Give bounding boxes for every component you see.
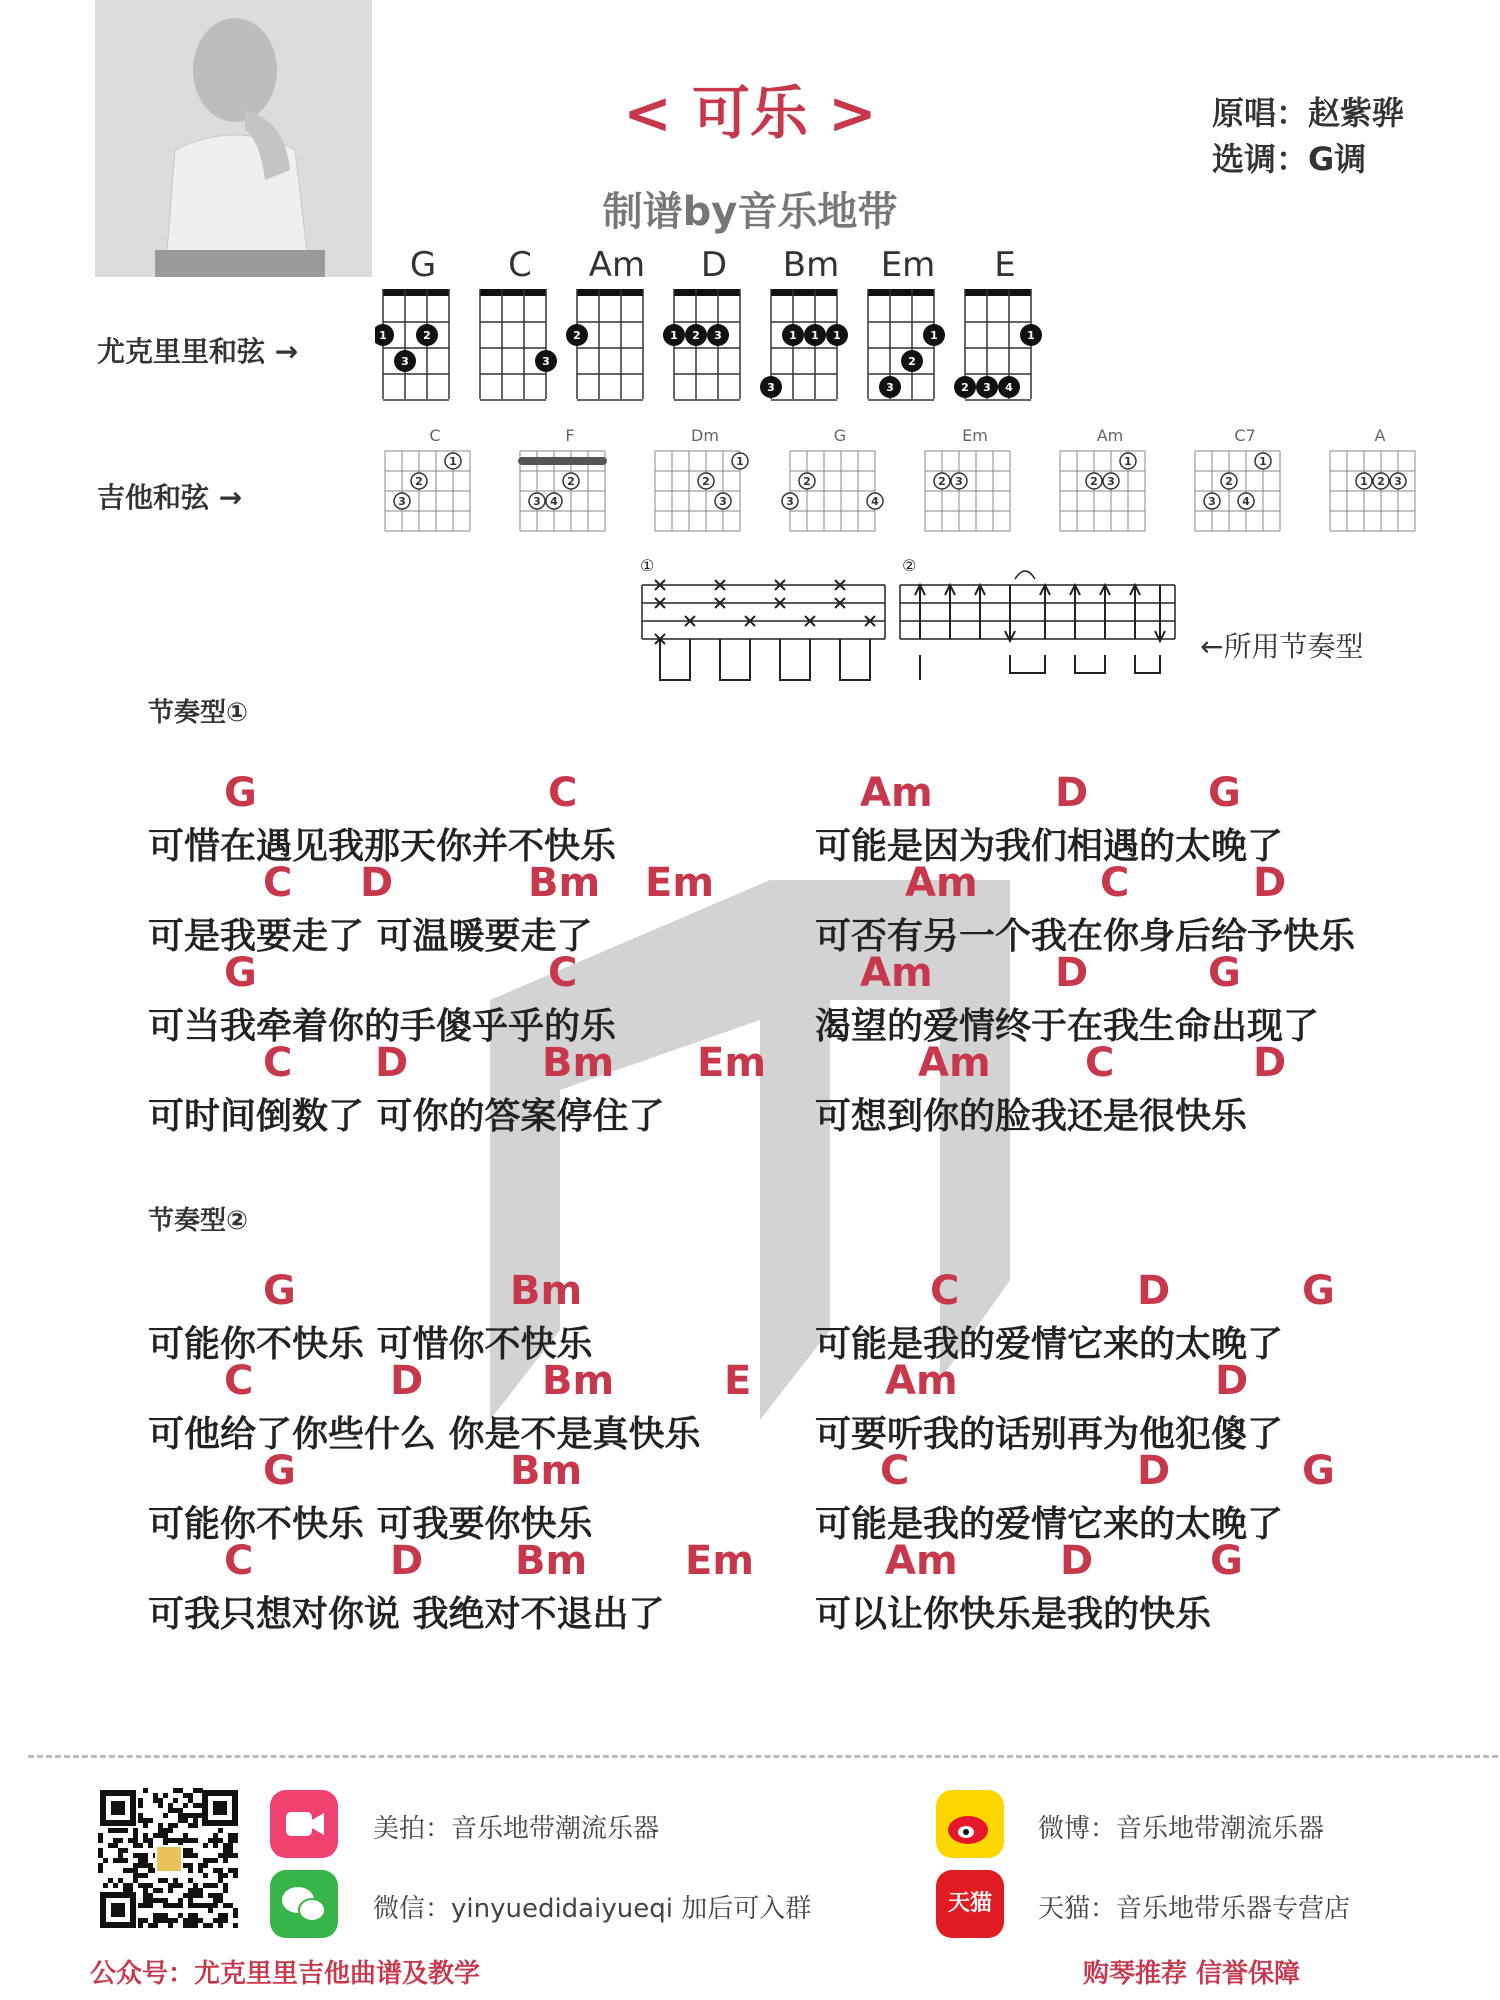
rhythm-patterns xyxy=(640,555,1180,690)
guitar-chord-grid xyxy=(1060,451,1145,531)
ukulele-chord-diagrams xyxy=(375,245,1075,415)
lyric-line: 可想到你的脸我还是很快乐 xyxy=(815,1096,1248,1137)
rhythm-mark-2: ② xyxy=(902,556,917,575)
svg-text:3: 3 xyxy=(542,355,550,368)
guitar-chord-name: G xyxy=(833,426,847,445)
svg-text:3: 3 xyxy=(983,381,991,394)
uke-chord-grid xyxy=(480,289,557,400)
chord: G xyxy=(263,1268,296,1314)
uke-chord-name: Am xyxy=(588,245,646,285)
chord: G xyxy=(1210,1538,1243,1584)
ukulele-chords-label: 尤克里里和弦 → xyxy=(97,335,299,368)
chord: G xyxy=(263,1448,296,1494)
chord: C xyxy=(1100,860,1130,906)
svg-text:3: 3 xyxy=(786,495,794,508)
svg-text:3: 3 xyxy=(714,329,722,342)
uke-chord-name: D xyxy=(700,245,728,285)
svg-text:3: 3 xyxy=(767,381,775,394)
guitar-chord-grid xyxy=(925,451,1010,531)
svg-text:1: 1 xyxy=(736,455,744,468)
chord: D xyxy=(1253,1040,1287,1086)
song-key: 选调：G调 xyxy=(1212,140,1367,178)
lyric-line: 可能你不快乐 可惜你不快乐 xyxy=(148,1324,593,1365)
rhythm-used-label: ←所用节奏型 xyxy=(1200,630,1364,663)
svg-text:4: 4 xyxy=(1005,381,1013,394)
lyric-line: 可否有另一个我在你身后给予快乐 xyxy=(815,916,1356,957)
chord: G xyxy=(1302,1448,1335,1494)
svg-text:3: 3 xyxy=(1208,495,1216,508)
chord: Bm xyxy=(510,1448,583,1494)
lyric-line: 可我只想对你说 我绝对不退出了 xyxy=(148,1594,665,1635)
svg-text:4: 4 xyxy=(1242,495,1250,508)
guitar-chord-name: Em xyxy=(962,426,988,445)
chord: Am xyxy=(905,860,978,906)
svg-text:2: 2 xyxy=(567,475,575,488)
chord: C xyxy=(930,1268,960,1314)
lyric-line: 可当我牵着你的手傻乎乎的乐 xyxy=(148,1006,617,1047)
lyric-line: 可惜在遇见我那天你并不快乐 xyxy=(148,826,617,867)
svg-text:3: 3 xyxy=(533,495,541,508)
svg-text:1: 1 xyxy=(789,329,797,342)
chord: Bm xyxy=(542,1040,615,1086)
chord: D xyxy=(1060,1538,1094,1584)
guitar-chord-grid xyxy=(782,451,883,531)
chord: Am xyxy=(885,1538,958,1584)
svg-text:4: 4 xyxy=(550,495,558,508)
chord: C xyxy=(263,860,293,906)
lyric-line: 渴望的爱情终于在我生命出现了 xyxy=(815,1006,1320,1047)
chord: C xyxy=(224,1538,254,1584)
lyric-line: 可是我要走了 可温暖要走了 xyxy=(148,916,593,957)
wechat-account: 微信：yinyuedidaiyueqi 加后可入群 xyxy=(373,1894,812,1924)
uke-chord-grid xyxy=(954,289,1042,400)
chord: D xyxy=(375,1040,409,1086)
chord: G xyxy=(1208,950,1241,996)
uke-chord-grid xyxy=(663,289,740,400)
svg-text:3: 3 xyxy=(886,381,894,394)
chord: D xyxy=(1137,1268,1171,1314)
song-title: < 可乐 > xyxy=(623,79,877,147)
uke-chord-grid xyxy=(375,289,449,400)
svg-text:1: 1 xyxy=(1027,329,1035,342)
svg-text:3: 3 xyxy=(1107,475,1115,488)
chord: D xyxy=(1215,1358,1249,1404)
svg-text:2: 2 xyxy=(961,381,969,394)
guitar-chord-name: Am xyxy=(1096,426,1124,445)
chord: C xyxy=(263,1040,293,1086)
uke-chord-name: E xyxy=(994,245,1016,285)
chord: Em xyxy=(645,860,715,906)
svg-text:2: 2 xyxy=(415,475,423,488)
guitar-chord-diagrams xyxy=(375,426,1435,541)
lyric-line: 可他给了你些什么 你是不是真快乐 xyxy=(148,1414,701,1455)
section-label: 节奏型① xyxy=(148,698,249,728)
section-label: 节奏型② xyxy=(148,1206,249,1236)
svg-text:1: 1 xyxy=(930,329,938,342)
chord: D xyxy=(1055,950,1089,996)
lyric-line: 可能是因为我们相遇的太晚了 xyxy=(815,826,1284,867)
weibo-account: 微博：音乐地带潮流乐器 xyxy=(1038,1814,1325,1844)
svg-text:4: 4 xyxy=(871,495,879,508)
guitar-chord-name: C7 xyxy=(1234,426,1256,445)
chord: Bm xyxy=(515,1538,588,1584)
chord: C xyxy=(548,770,578,816)
svg-text:3: 3 xyxy=(955,475,963,488)
svg-text:1: 1 xyxy=(449,455,457,468)
guitar-chord-grids xyxy=(375,446,1435,541)
uke-chord-grid xyxy=(760,289,848,400)
svg-text:1: 1 xyxy=(811,329,819,342)
uke-chord-grid xyxy=(868,289,945,400)
svg-text:2: 2 xyxy=(938,475,946,488)
svg-text:2: 2 xyxy=(1377,475,1385,488)
chord: Bm xyxy=(542,1358,615,1404)
chord: Am xyxy=(860,950,933,996)
chord: D xyxy=(390,1358,424,1404)
chord: Am xyxy=(885,1358,958,1404)
svg-text:2: 2 xyxy=(423,329,431,342)
svg-text:3: 3 xyxy=(1394,475,1402,488)
chord: Em xyxy=(697,1040,767,1086)
chord: D xyxy=(1137,1448,1171,1494)
lyric-line: 可能是我的爱情它来的太晚了 xyxy=(815,1504,1284,1545)
chord: Bm xyxy=(528,860,601,906)
guitar-chord-name: C xyxy=(429,426,441,445)
svg-text:3: 3 xyxy=(398,495,406,508)
chord: D xyxy=(390,1538,424,1584)
chord: G xyxy=(1208,770,1241,816)
guitar-chord-grid xyxy=(655,451,748,531)
chord: C xyxy=(1085,1040,1115,1086)
guitar-chord-name: Dm xyxy=(691,426,719,445)
chord: Am xyxy=(918,1040,991,1086)
meipai-icon[interactable] xyxy=(270,1790,338,1858)
svg-text:2: 2 xyxy=(1090,475,1098,488)
svg-text:1: 1 xyxy=(379,329,387,342)
svg-text:2: 2 xyxy=(803,475,811,488)
guitar-chord-grid xyxy=(1330,451,1415,531)
tmall-store: 天猫：音乐地带乐器专营店 xyxy=(1038,1894,1351,1924)
meipai-account: 美拍：音乐地带潮流乐器 xyxy=(373,1814,660,1844)
uke-chord-name: Em xyxy=(880,245,936,285)
lyric-line: 可能你不快乐 可我要你快乐 xyxy=(148,1504,593,1545)
svg-text:2: 2 xyxy=(702,475,710,488)
lyric-line: 可要听我的话别再为他犯傻了 xyxy=(815,1414,1284,1455)
guitar-chord-name: F xyxy=(565,426,575,445)
chord: G xyxy=(224,770,257,816)
chord: G xyxy=(224,950,257,996)
svg-text:2: 2 xyxy=(573,329,581,342)
qr-code[interactable] xyxy=(98,1788,240,1930)
svg-text:2: 2 xyxy=(692,329,700,342)
lyric-line: 可以让你快乐是我的快乐 xyxy=(815,1594,1212,1635)
chord: C xyxy=(880,1448,910,1494)
weibo-icon[interactable] xyxy=(936,1790,1004,1858)
svg-text:2: 2 xyxy=(1225,475,1233,488)
original-singer: 原唱：赵紫骅 xyxy=(1212,94,1405,132)
wechat-icon[interactable] xyxy=(270,1870,338,1938)
svg-text:1: 1 xyxy=(670,329,678,342)
lyric-line: 可时间倒数了 可你的答案停住了 xyxy=(148,1096,665,1137)
rhythm-mark-1: ① xyxy=(640,556,655,575)
lyric-line: 可能是我的爱情它来的太晚了 xyxy=(815,1324,1284,1365)
svg-text:1: 1 xyxy=(1360,475,1368,488)
guitar-chord-name: A xyxy=(1374,426,1386,445)
uke-chord-name: Bm xyxy=(782,245,840,285)
chord: Bm xyxy=(510,1268,583,1314)
chord: C xyxy=(548,950,578,996)
chord: E xyxy=(724,1358,752,1404)
chord: D xyxy=(1253,860,1287,906)
guitar-chord-grid xyxy=(1195,451,1280,531)
official-account: 公众号：尤克里里吉他曲谱及教学 xyxy=(90,1959,481,1989)
svg-text:3: 3 xyxy=(719,495,727,508)
footer-slogan: 购琴推荐 信誉保障 xyxy=(1083,1959,1301,1989)
guitar-chord-grid xyxy=(385,451,470,531)
svg-text:1: 1 xyxy=(1259,455,1267,468)
chord: D xyxy=(360,860,394,906)
footer-panel xyxy=(28,1755,1498,1998)
svg-text:1: 1 xyxy=(1124,455,1132,468)
svg-text:2: 2 xyxy=(908,355,916,368)
uke-chord-grid xyxy=(566,289,643,400)
uke-chord-name: C xyxy=(508,245,532,285)
tmall-icon[interactable]: 天猫 xyxy=(936,1870,1004,1938)
guitar-chord-grid xyxy=(518,451,607,531)
rhythm-notation xyxy=(640,555,1180,690)
chord: D xyxy=(1055,770,1089,816)
uke-chord-name: G xyxy=(409,245,437,285)
uke-chord-grids xyxy=(375,289,1075,411)
chord: G xyxy=(1302,1268,1335,1314)
chord: Em xyxy=(685,1538,755,1584)
chord: Am xyxy=(860,770,933,816)
transcription-credit: 制谱by音乐地带 xyxy=(602,189,898,235)
guitar-chords-label: 吉他和弦 → xyxy=(97,481,243,514)
svg-text:3: 3 xyxy=(401,355,409,368)
chord: C xyxy=(224,1358,254,1404)
svg-text:1: 1 xyxy=(833,329,841,342)
